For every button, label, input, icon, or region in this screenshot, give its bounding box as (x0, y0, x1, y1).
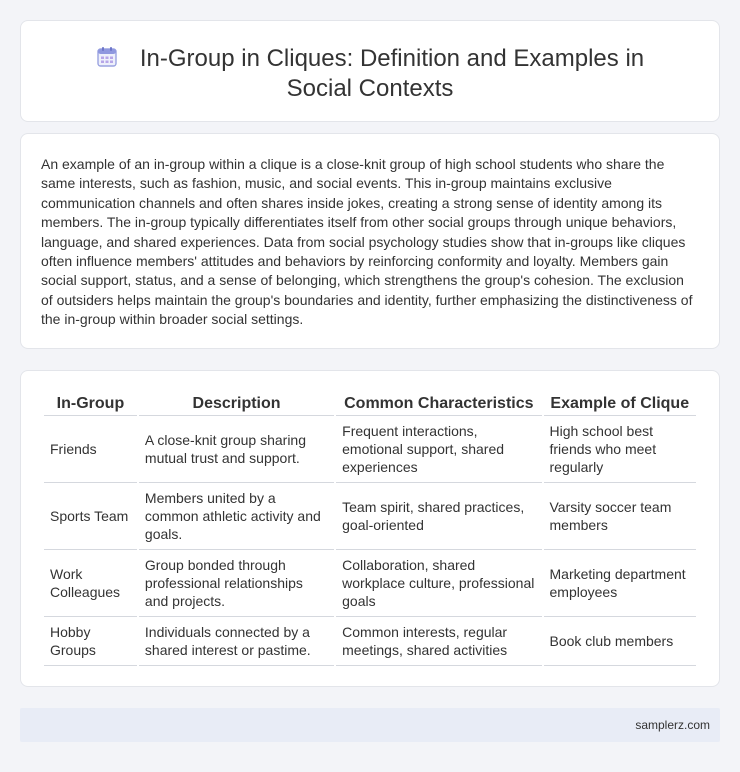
table-card (20, 370, 720, 687)
page-title-wrap (61, 44, 679, 104)
cell-in-group: Friends (44, 416, 137, 483)
cell-example: High school best friends who meet regularly (544, 416, 697, 483)
column-header-in-group: In-Group (44, 394, 137, 416)
calendar-icon (96, 46, 118, 68)
cell-characteristics: Team spirit, shared practices, goal-oriented (336, 483, 541, 550)
cell-description: Group bonded through professional relationships and projects. (139, 550, 334, 617)
table-row (44, 550, 696, 617)
title-card (20, 20, 720, 122)
intro-card (20, 133, 720, 349)
footer-site-link[interactable]: samplerz.com (635, 718, 710, 732)
table-header-row (44, 394, 696, 416)
column-header-description: Description (139, 394, 334, 416)
cell-description: A close-knit group sharing mutual trust and support. (139, 416, 334, 483)
column-header-example: Example of Clique (544, 394, 697, 416)
cell-description: Members united by a common athletic activity and goals. (139, 483, 334, 550)
table-row (44, 416, 696, 483)
cell-in-group: Work Colleagues (44, 550, 137, 617)
cell-example: Book club members (544, 617, 697, 666)
cell-in-group: Sports Team (44, 483, 137, 550)
cell-characteristics: Common interests, regular meetings, shared activities (336, 617, 541, 666)
footer-bar (20, 708, 720, 742)
cell-example: Varsity soccer team members (544, 483, 697, 550)
cell-example: Marketing department employees (544, 550, 697, 617)
intro-paragraph: An example of an in-group within a clique is a close-knit group of high school students who share the same interests, such as fashion, music, and social events. This in-group maintains exclusive communication channels and often shares inside jokes, creating a strong sense of identity among its members. The in-group typically differentiates itself from other social groups through unique behaviors, language, and shared experiences. Data from social psychology studies show that in-groups like cliques often influence members' attitudes and behaviors by reinforcing conformity and loyalty. Members gain social support, status, and a sense of belonging, which strengthens the group's cohesion. The exclusion of outsiders helps maintain the group's boundaries and identity, further emphasizing the distinctiveness of the in-group within broader social settings. (41, 156, 693, 328)
table-row (44, 483, 696, 550)
cell-characteristics: Frequent interactions, emotional support, shared experiences (336, 416, 541, 483)
page-title: In-Group in Cliques: Definition and Examples in Social Contexts (139, 45, 645, 102)
cell-characteristics: Collaboration, shared workplace culture, professional goals (336, 550, 541, 617)
cell-in-group: Hobby Groups (44, 617, 137, 666)
column-header-characteristics: Common Characteristics (336, 394, 541, 416)
cell-description: Individuals connected by a shared interest or pastime. (139, 617, 334, 666)
in-group-table (42, 394, 698, 666)
table-row (44, 617, 696, 666)
